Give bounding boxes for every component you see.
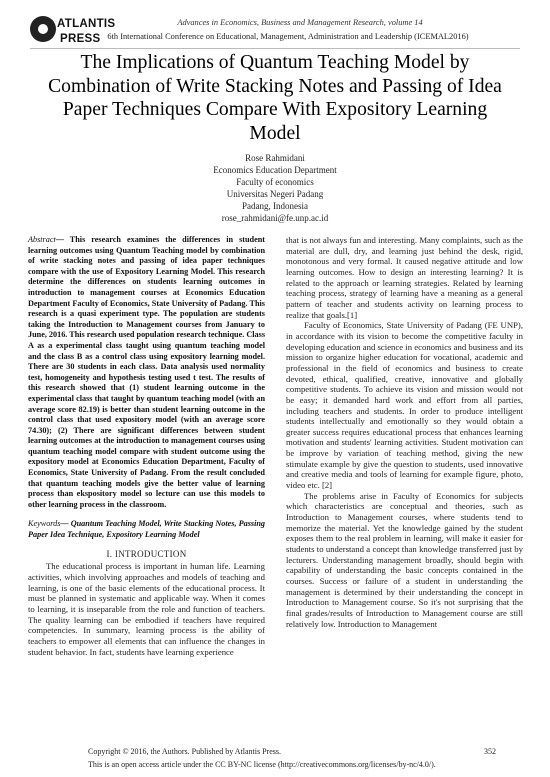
paper-title: The Implications of Quantum Teaching Model by Combination of Write Stacking Notes and Passing of Idea Paper Techniques Compare With Expository Learning Model (48, 52, 502, 144)
logo-word-top: ATLANTIS (57, 18, 116, 30)
logo-circle-icon (30, 16, 56, 42)
intro-paragraph-2: that is not always fun and interesting. Many complaints, such as the material are dull, dry, and learning just behind the desk, rigid, monotonous and very formal. It caused negative attitude and low learning outcomes. How to design an interesting learning? It is related to the approach or learning strategies. Related by learning teaching process, strategy of learning have a meaning as a general pattern of teacher and students activity on learning process to realize that goals.[1] (286, 235, 523, 320)
author-email[interactable]: rose_rahmidani@fe.unp.ac.id (221, 213, 329, 223)
author-block (140, 152, 410, 224)
author-university: Universitas Negeri Padang (226, 189, 324, 199)
page-number: 352 (484, 747, 496, 756)
conference-name: 6th International Conference on Educational, Management, Administration and Leadership (ICEMAL2016) (107, 32, 469, 41)
keywords (28, 519, 265, 540)
license-notice[interactable]: This is an open access article under the CC BY-NC license (http://creativecommons.org/licenses/by-nc/4.0/). (88, 760, 436, 769)
intro-paragraph-3: Faculty of Economics, State University of Padang (FE UNP), in accordance with its vision to become the competitive faculty in developing education and science in economics and business and its mission to organize higher education for vocational, academic and professional in the field of economics and business to create devoted, ethical, qualified, creative, innovative and globally competitive students. To achieve its vision and mission would not be easy; it demanded hard work and effort from all parties, including teachers and students. In order to produce intelligent students intellectually and emotionally so they would obtain a greater success requires educational process that enhances learning motivation and students' learning activities. Student motivation can be improve by variation of teaching method, giving the new stimulate example by give the question to students, used innovative and creative media and tools of learning for example figure, photo, video etc. [2] (286, 320, 523, 491)
author-faculty: Faculty of economics (236, 177, 314, 187)
abstract (28, 235, 265, 510)
abstract-text: — This research examines the differences in student learning outcomes using Quantum Teaching model by combination of write stacking notes and passing of idea paper techniques compare with the use of Expository Learning Model. This research determine the differences on students learning outcomes in introduction to management courses at Economics Education Department Faculty of Economics, State University of Padang. This research is a quasi experiment type. The population are students taking the Introduction to Management courses from January to June, 2016. This research used population research technique. Class A as a experimental class taught using quantum teaching model and the class B as a control class using expository learning model. There are 30 students in each class. Data analysis used normality test, homogeneity and hypothesis testing used t test. The results of this research showed that (1) student learning outcome in the experimental class that taught by quantum teaching model (with an average score 82.19) is better than student learning outcome in the control class that used expository model (with an average score 74.30); (2) There are significant differences between student learning outcomes at the introduction to management courses using quantum teaching model compare with student outcome using the expository model at Economics Education Department, Faculty of Economics, State University of Padang. From the result concluded that quantum teaching models give the better value of learning process than ekspository model so lecture can use this models to other learning process in the classroom. (28, 235, 265, 509)
abstract-lead: Abstract (28, 235, 56, 244)
header-divider (30, 48, 520, 49)
copyright-notice: Copyright © 2016, the Authors. Published by Atlantis Press. (88, 747, 281, 756)
author-name: Rose Rahmidani (245, 153, 305, 163)
author-city: Padang, Indonesia (242, 201, 308, 211)
intro-paragraph-4: The problems arise in Faculty of Economics for subjects which characteristics are conceptual and theories, such as Introduction to Management courses, where students tend to memorize the material. Yet the knowledge gained by the student exposes them to the real problem in learning, will make it easier for students to understand a concept than knowledge transferred just by lecturers. Understanding management broadly, should begin with capability of understanding the basic concepts contained in the courses. Success or failure of a student in understanding the management is determined by their understanding the concept in Introduction to Management course. So it's not surprising that the final grades/results of Introduction to Management course are still relatively low. Introduction to Management (286, 490, 523, 629)
logo-word-bottom: PRESS (60, 33, 101, 45)
author-department: Economics Education Department (213, 165, 337, 175)
right-column (286, 235, 523, 629)
intro-paragraph-1: The educational process is important in human life. Learning activities, which involving approaches and models of teaching and learning, is one of the basic elements of the educational process. It must be planned in systematic and applicable way. When it comes to learning, it is inseparable from the role and function of teachers. The quality learning can be embodied if teachers have required competencies. In summary, learning process is the ability of teachers to empower all elements that can influence the changes in student behavior. In fact, students have learning experience (28, 561, 265, 657)
keywords-lead: Keywords (28, 519, 61, 529)
keywords-text: — Quantum Teaching Model, Write Stacking Notes, Passing Paper Idea Technique, Expository Learning Model (28, 519, 265, 540)
section-heading-introduction: I. INTRODUCTION (106, 548, 187, 559)
left-column (28, 235, 265, 657)
running-title: Advances in Economics, Business and Management Research, volume 14 (177, 18, 423, 27)
